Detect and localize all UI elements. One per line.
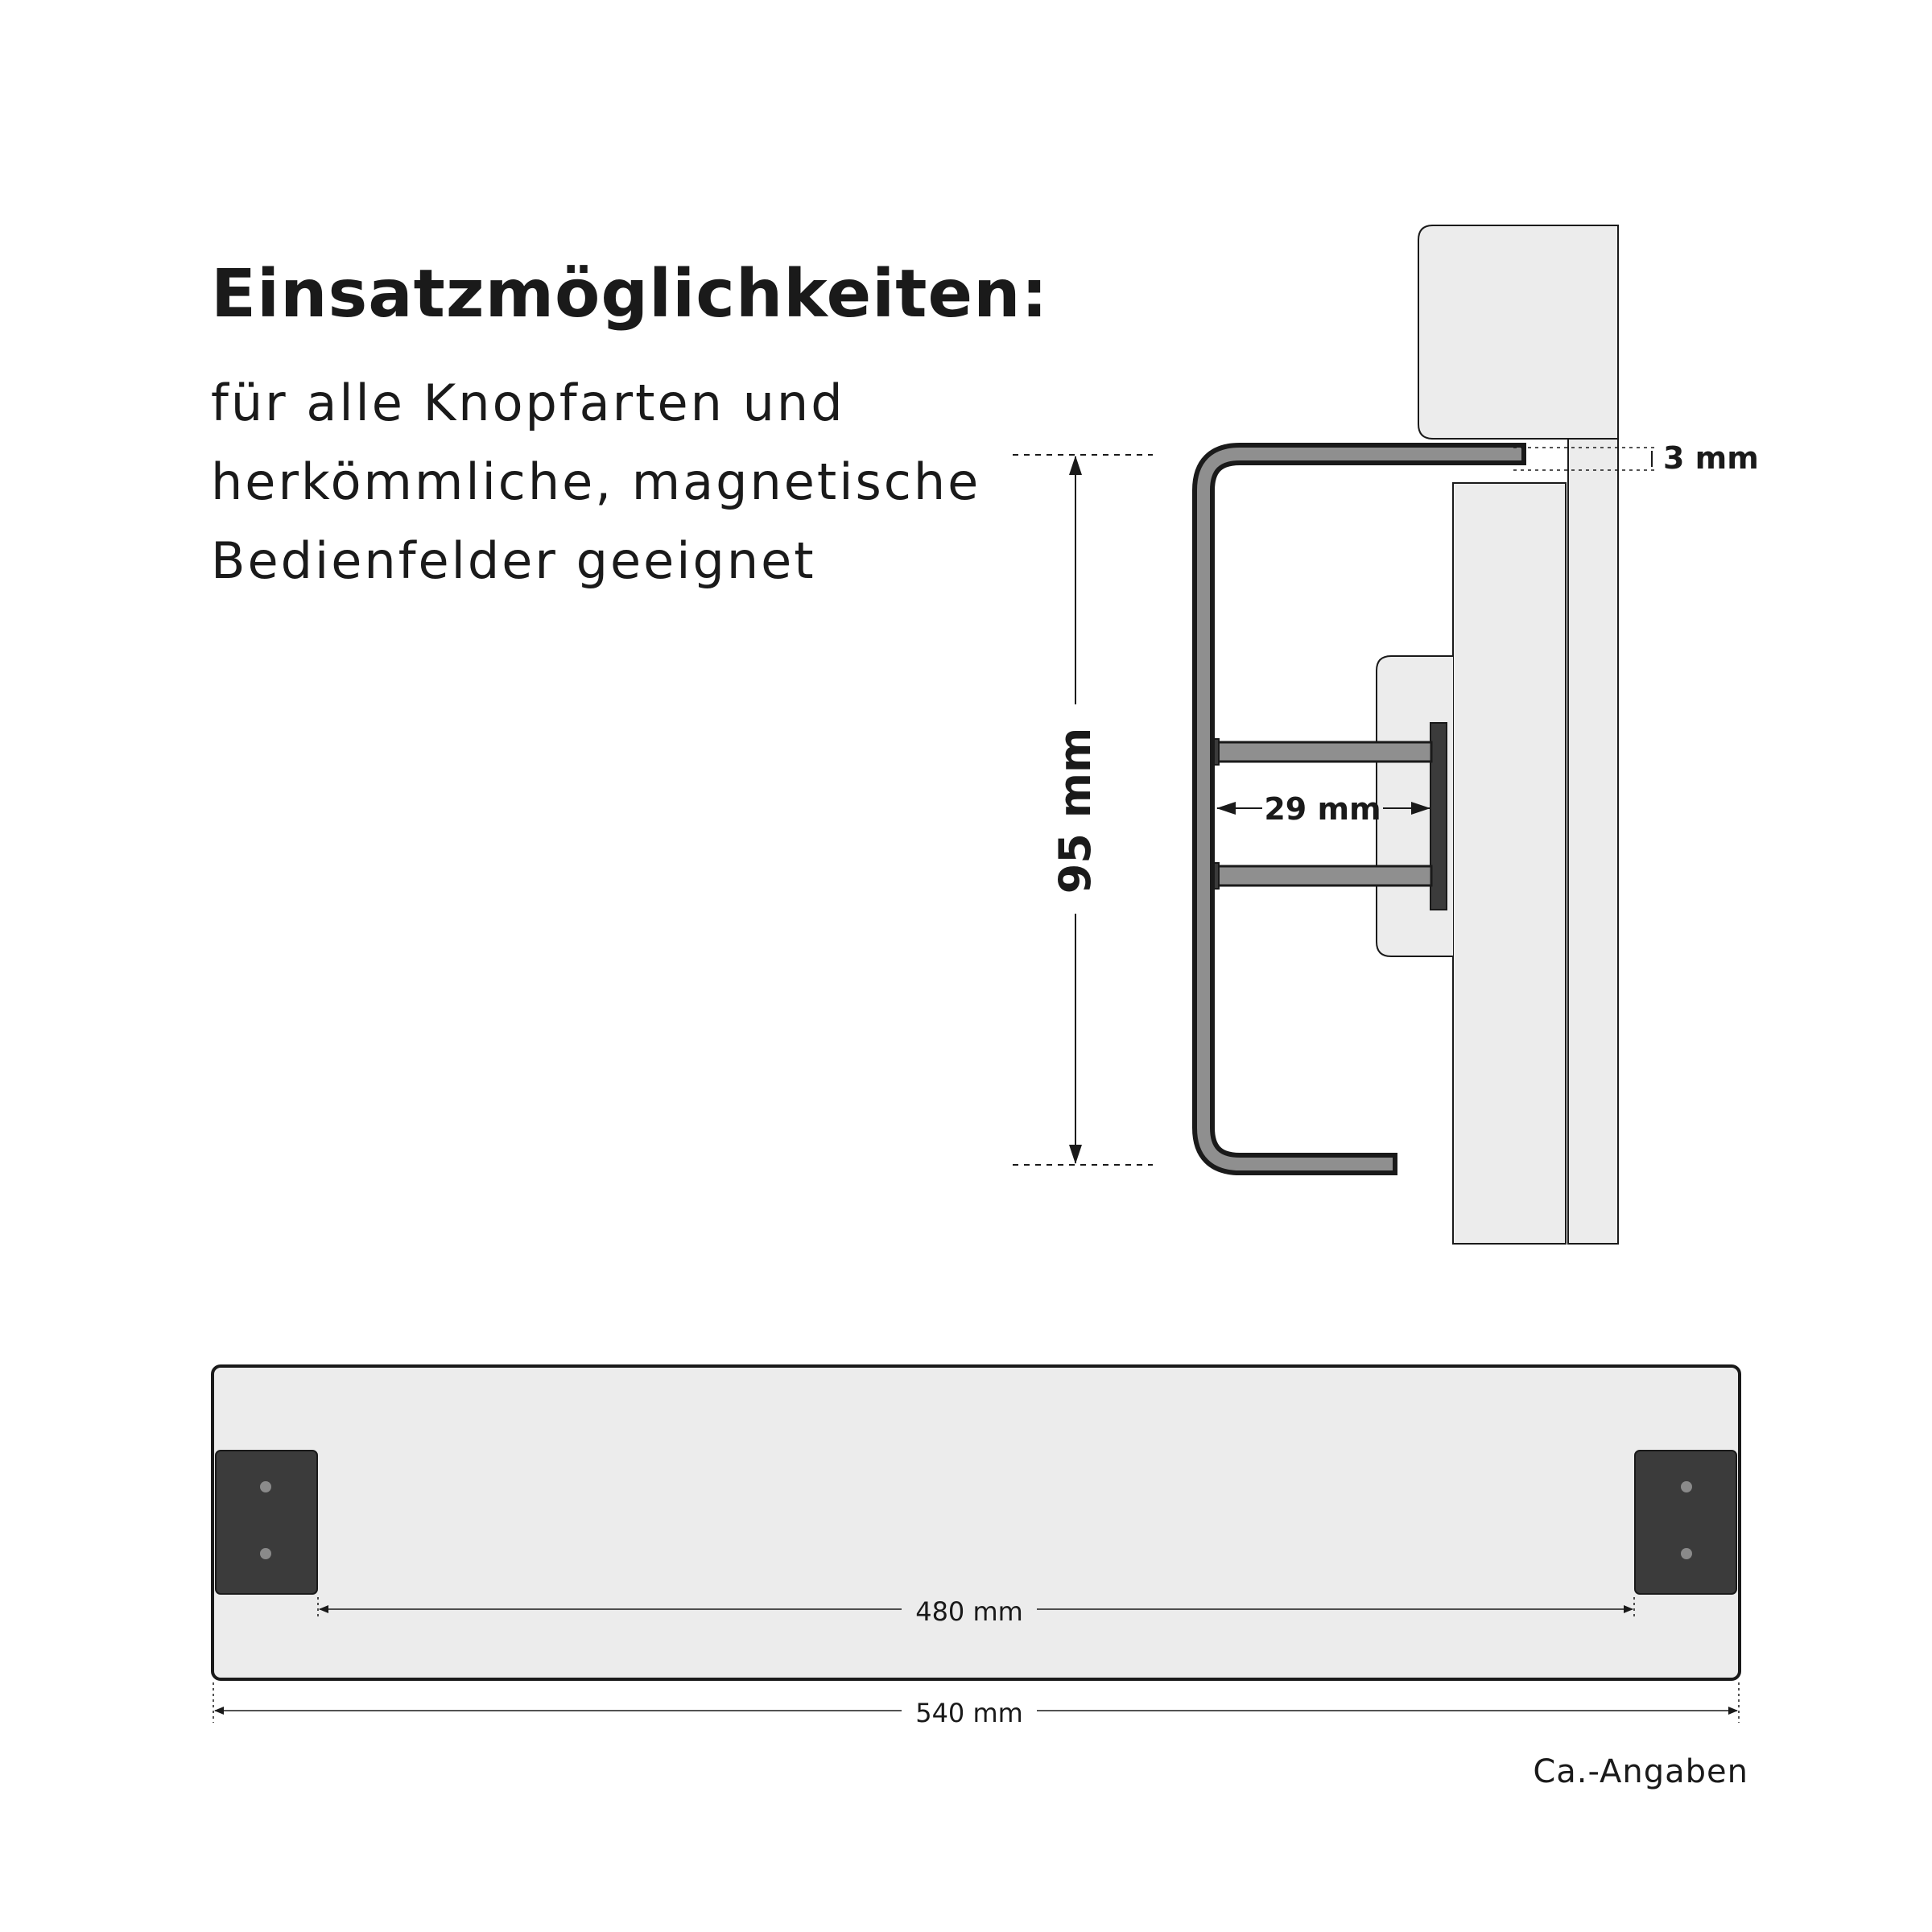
gap-dimension-label: 3 mm bbox=[1663, 440, 1759, 476]
heading: Einsatzmöglichkeiten: bbox=[211, 256, 1049, 332]
approximate-note: Ca.-Angaben bbox=[1533, 1753, 1748, 1790]
screw-left-bottom bbox=[260, 1548, 271, 1559]
total-width-label: 540 mm bbox=[915, 1698, 1023, 1728]
description-line-2: herkömmliche, magnetische bbox=[211, 452, 981, 511]
front-panel bbox=[213, 1366, 1740, 1679]
door-panel bbox=[1453, 483, 1566, 1244]
mount-block-left bbox=[216, 1451, 317, 1594]
screw-left-top bbox=[260, 1481, 271, 1492]
side-view bbox=[1013, 225, 1759, 1244]
depth-dimension-label: 29 mm bbox=[1264, 791, 1381, 827]
inner-width-label: 480 mm bbox=[915, 1596, 1023, 1627]
standoff-rod-bottom bbox=[1217, 866, 1431, 886]
screw-right-bottom bbox=[1681, 1548, 1692, 1559]
standoff-rod-top bbox=[1217, 742, 1431, 762]
screw-right-top bbox=[1681, 1481, 1692, 1492]
description-line-1: für alle Knopfarten und bbox=[211, 374, 845, 432]
front-view bbox=[213, 1366, 1740, 1728]
wall-strip bbox=[1568, 439, 1618, 1244]
height-dimension-label: 95 mm bbox=[1050, 727, 1100, 894]
description-line-3: Bedienfelder geeignet bbox=[211, 531, 816, 590]
top-panel bbox=[1418, 225, 1618, 439]
mount-block-right bbox=[1635, 1451, 1736, 1594]
mounting-plate bbox=[1430, 723, 1447, 910]
